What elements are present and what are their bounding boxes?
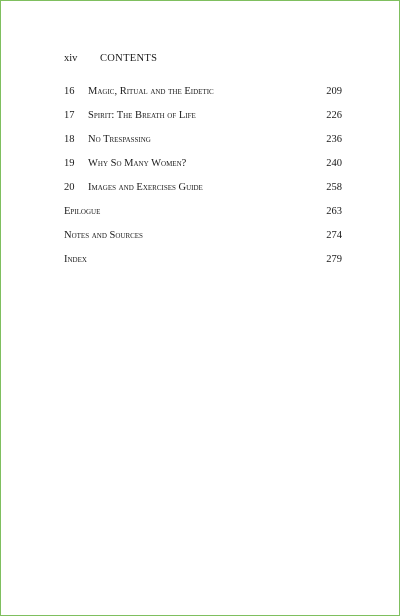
toc-entry-back-matter [64, 206, 342, 230]
toc-entry-back-matter [64, 230, 342, 254]
toc-page-number: 279 [326, 254, 342, 265]
toc-page-number: 209 [326, 86, 342, 97]
toc-title: Index [64, 254, 87, 265]
table-of-contents [64, 86, 342, 278]
toc-entry [64, 182, 342, 206]
toc-title: Magic, Ritual and the Eidetic [88, 86, 214, 97]
toc-title: Images and Exercises Guide [88, 182, 203, 193]
toc-page-number: 263 [326, 206, 342, 217]
toc-title: Notes and Sources [64, 230, 143, 241]
page-header [64, 53, 157, 64]
toc-title: Epilogue [64, 206, 101, 217]
toc-chapter-number: 16 [64, 86, 75, 97]
toc-page-number: 258 [326, 182, 342, 193]
toc-title: Why So Many Women? [88, 158, 187, 169]
toc-chapter-number: 17 [64, 110, 75, 121]
toc-entry [64, 86, 342, 110]
toc-entry-back-matter [64, 254, 342, 278]
running-head: CONTENTS [100, 53, 158, 64]
toc-page-number: 274 [326, 230, 342, 241]
toc-title: Spirit: The Breath of Life [88, 110, 196, 121]
toc-entry [64, 158, 342, 182]
toc-chapter-number: 19 [64, 158, 75, 169]
toc-chapter-number: 20 [64, 182, 75, 193]
toc-entry [64, 134, 342, 158]
page-folio: xiv [64, 53, 78, 64]
toc-entry [64, 110, 342, 134]
toc-page-number: 236 [326, 134, 342, 145]
toc-chapter-number: 18 [64, 134, 75, 145]
toc-page-number: 240 [326, 158, 342, 169]
toc-title: No Trespassing [88, 134, 151, 145]
toc-page-number: 226 [326, 110, 342, 121]
